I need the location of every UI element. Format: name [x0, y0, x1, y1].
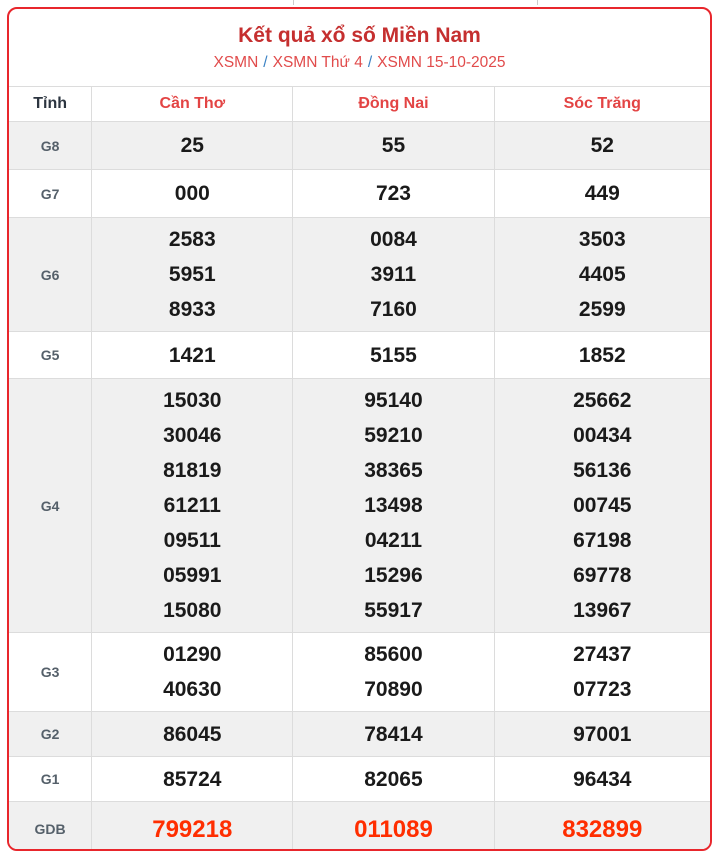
prize-number: 97001 — [573, 722, 632, 746]
prize-number: 85724 — [163, 767, 222, 791]
breadcrumb — [9, 53, 710, 73]
special-prize-number: 832899 — [562, 815, 643, 843]
table-header-row — [9, 87, 710, 122]
prize-row-gdb — [9, 802, 710, 852]
prize-number: 5155 — [370, 343, 417, 367]
prize-cell — [92, 757, 293, 802]
prize-row-g3 — [9, 633, 710, 712]
prize-cell — [92, 218, 293, 332]
prize-number: 15296 — [364, 564, 423, 587]
prize-number: 01290 — [163, 643, 222, 666]
special-prize-number: 799218 — [152, 815, 233, 843]
results-table — [9, 86, 710, 851]
prize-cell — [494, 712, 710, 757]
prize-number: 2583 — [168, 228, 216, 251]
prize-number: 05991 — [163, 564, 222, 587]
prize-cell — [494, 122, 710, 170]
prize-number: 000 — [174, 182, 210, 205]
prize-number: 30046 — [163, 424, 222, 447]
prize-cell — [293, 712, 494, 757]
prize-number: 95140 — [364, 389, 423, 412]
column-header-can-tho: Cần Thơ — [92, 87, 293, 122]
prize-number: 04211 — [364, 529, 423, 552]
prize-cell — [293, 379, 494, 633]
breadcrumb-link-xsmn-date[interactable]: XSMN 15-10-2025 — [377, 54, 506, 71]
breadcrumb-separator: / — [263, 54, 268, 71]
prize-number: 5951 — [168, 263, 216, 286]
prize-row-g8 — [9, 122, 710, 170]
page-title: Kết quả xổ số Miền Nam — [238, 24, 481, 47]
prize-cell — [92, 633, 293, 712]
prize-cell — [92, 802, 293, 852]
prize-number: 7160 — [370, 298, 417, 321]
prize-number: 00434 — [573, 424, 632, 447]
prize-number: 2599 — [578, 298, 626, 321]
prize-label-gdb: GDB — [9, 802, 92, 852]
breadcrumb-link-xsmn-thu-4[interactable]: XSMN Thứ 4 — [272, 54, 363, 71]
lottery-results-card — [7, 7, 712, 851]
column-header-soc-trang: Sóc Trăng — [494, 87, 710, 122]
prize-label-g8: G8 — [9, 122, 92, 170]
prize-number: 13967 — [573, 599, 632, 622]
prize-cell — [293, 218, 494, 332]
prize-number: 1421 — [168, 343, 216, 367]
top-edge-remnant-line — [293, 0, 294, 5]
prize-number: 449 — [584, 182, 620, 205]
prize-row-g5 — [9, 332, 710, 379]
prize-cell — [494, 757, 710, 802]
prize-number: 3503 — [578, 228, 626, 251]
column-header-dong-nai: Đồng Nai — [293, 87, 494, 122]
prize-number: 81819 — [163, 459, 222, 482]
prize-number: 96434 — [573, 767, 632, 791]
prize-cell — [92, 332, 293, 379]
prize-label-g6: G6 — [9, 218, 92, 332]
prize-cell — [494, 802, 710, 852]
prize-row-g1 — [9, 757, 710, 802]
prize-cell — [293, 633, 494, 712]
prize-row-g7 — [9, 170, 710, 218]
prize-number: 00745 — [573, 494, 632, 517]
prize-number: 723 — [375, 182, 411, 205]
prize-number: 25662 — [573, 389, 632, 412]
prize-cell — [494, 218, 710, 332]
prize-row-g6 — [9, 218, 710, 332]
prize-number: 0084 — [370, 228, 417, 251]
prize-cell — [92, 170, 293, 218]
results-header — [9, 23, 710, 73]
breadcrumb-link-xsmn[interactable]: XSMN — [213, 54, 259, 71]
prize-number: 15030 — [163, 389, 222, 412]
prize-cell — [494, 379, 710, 633]
prize-number: 67198 — [573, 529, 632, 552]
prize-label-g5: G5 — [9, 332, 92, 379]
prize-cell — [494, 170, 710, 218]
prize-number: 07723 — [573, 678, 632, 701]
prize-number: 78414 — [364, 722, 423, 746]
prize-label-g1: G1 — [9, 757, 92, 802]
prize-cell — [92, 379, 293, 633]
top-edge-remnant-line — [537, 0, 538, 5]
prize-number: 09511 — [163, 529, 221, 552]
prize-label-g4: G4 — [9, 379, 92, 633]
prize-cell — [494, 633, 710, 712]
prize-number: 52 — [590, 134, 614, 157]
prize-number: 85600 — [364, 643, 423, 666]
prize-label-g3: G3 — [9, 633, 92, 712]
prize-number: 69778 — [573, 564, 632, 587]
prize-cell — [293, 332, 494, 379]
prize-number: 27437 — [573, 643, 632, 666]
prize-number: 55917 — [364, 599, 423, 622]
prize-cell — [494, 332, 710, 379]
prize-number: 59210 — [364, 424, 423, 447]
column-header-province: Tỉnh — [9, 87, 92, 122]
prize-cell — [92, 712, 293, 757]
prize-row-g4 — [9, 379, 710, 633]
prize-cell — [92, 122, 293, 170]
prize-cell — [293, 757, 494, 802]
prize-label-g2: G2 — [9, 712, 92, 757]
prize-number: 56136 — [573, 459, 632, 482]
prize-number: 55 — [381, 134, 406, 157]
special-prize-number: 011089 — [354, 815, 433, 843]
prize-number: 8933 — [168, 298, 216, 321]
prize-number: 70890 — [364, 678, 423, 701]
prize-number: 1852 — [578, 343, 626, 367]
prize-number: 13498 — [364, 494, 423, 517]
prize-number: 61211 — [163, 494, 221, 517]
prize-number: 86045 — [163, 722, 222, 746]
prize-number: 3911 — [370, 263, 417, 286]
prize-cell — [293, 122, 494, 170]
prize-number: 15080 — [163, 599, 222, 622]
prize-number: 25 — [180, 134, 204, 157]
prize-number: 4405 — [578, 263, 626, 286]
breadcrumb-separator: / — [367, 54, 373, 71]
prize-label-g7: G7 — [9, 170, 92, 218]
prize-cell — [293, 802, 494, 852]
prize-number: 82065 — [364, 767, 423, 791]
prize-cell — [293, 170, 494, 218]
prize-number: 40630 — [163, 678, 222, 701]
prize-number: 38365 — [364, 459, 423, 482]
prize-row-g2 — [9, 712, 710, 757]
